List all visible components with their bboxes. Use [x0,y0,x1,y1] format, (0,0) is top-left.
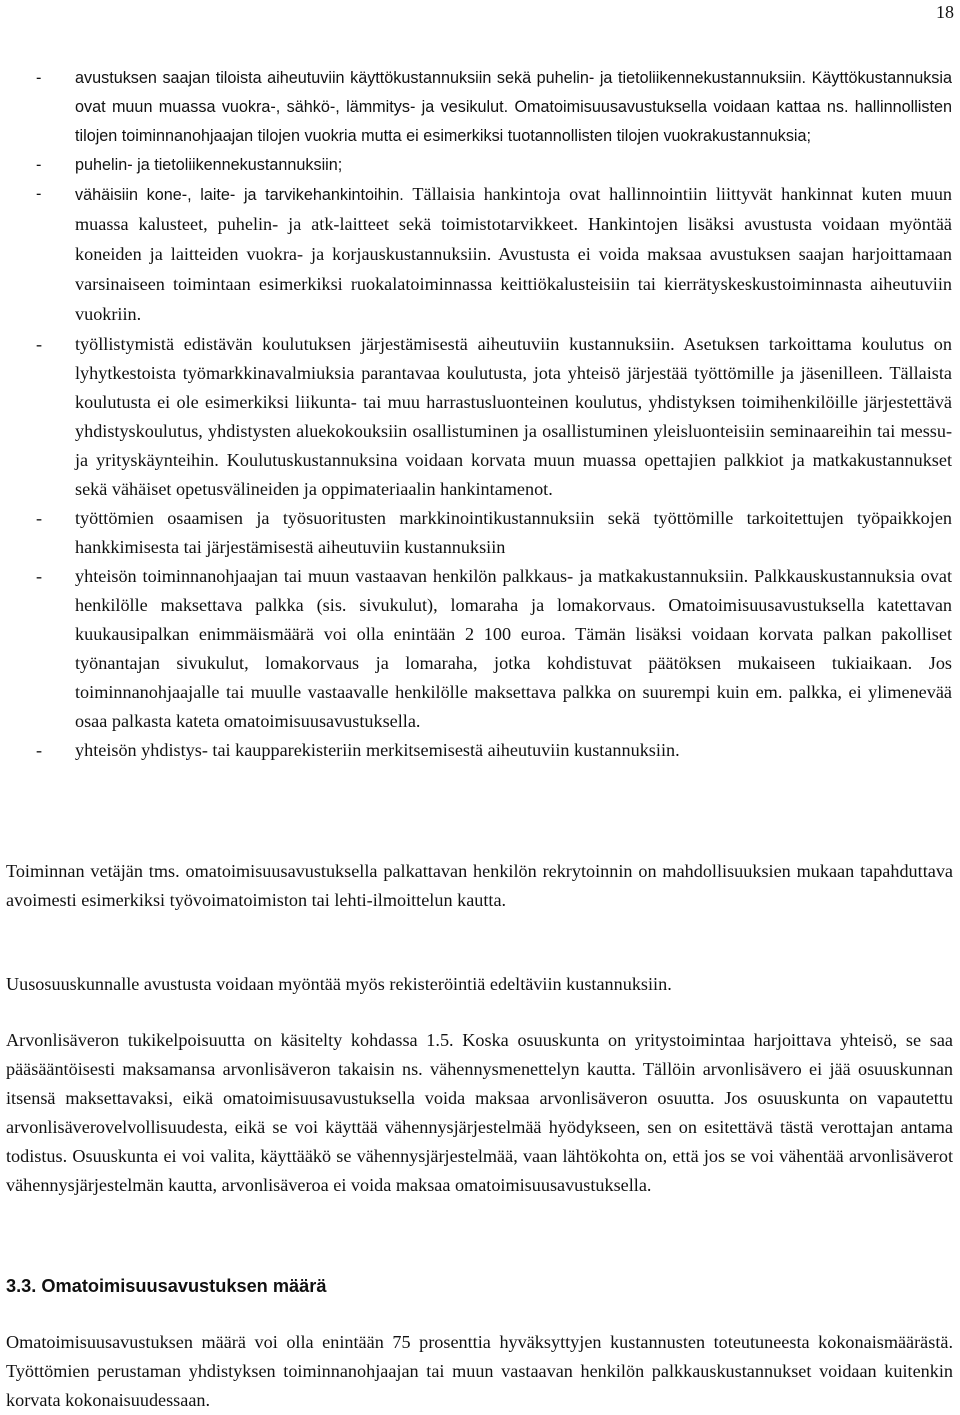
list-item [0,504,952,562]
list-dash: - [36,740,43,760]
list-item [0,180,952,330]
list-item-text: yhteisön yhdistys- tai kaupparekisteriin merkitsemisestä aiheutuviin kustannuksiin. [75,740,680,760]
list-item-text: työttömien osaamisen ja työsuoritusten markkinointikustannuksiin sekä työttömille tarkoitettujen työpaikkojen hankkimisesta tai järjestämisestä aiheutuviin kustannuksiin [75,508,952,557]
list-item [0,736,952,765]
paragraph-new-cooperative: Uusosuuskunnalle avustusta voidaan myöntää myös rekisteröintiä edeltäviin kustannuksiin. [6,974,672,994]
list-item [0,562,952,736]
list-dash: - [36,69,42,87]
paragraph-recruitment: Toiminnan vetäjän tms. omatoimisuusavustuksella palkattavan henkilön rekrytoinnin on mahdollisuuksien mukaan tapahduttava avoimesti esimerkiksi työvoimatoimiston tai lehti-ilmoittelun kautta. [6,861,953,910]
list-item-text: puhelin- ja tietoliikennekustannuksiin; [75,156,343,174]
page-number: 18 [936,2,954,22]
list-item [0,151,952,180]
list-item [0,64,952,151]
list-item-text-serif: Tällaisia hankintoja ovat hallinnointiin liittyvät hankinnat kuten muun muassa kalusteet, puhelin- ja atk-laitteet sekä toimistotarvikkeet. Hankintojen lisäksi avustusta voidaan myöntää koneiden ja laitteiden vuokra- ja korjauskustannuksiin. Avustusta ei voida maksaa avustuksen saajan harjoittamaan varsinaiseen toimintaan esimerkiksi ruokalatoiminnassa keittiökalusteisiin tai kierrätyskeskustoiminnasta aiheutuviin vuokriin. [75,184,953,324]
list-dash: - [36,334,43,354]
bullet-list [0,64,952,765]
paragraph-vat: Arvonlisäveron tukikelpoisuutta on käsitelty kohdassa 1.5. Koska osuuskunta on yritystoimintaa harjoittava yhteisö, se saa pääsääntöisesti maksamansa arvonlisäveron takaisin ns. vähennysmenettelyn kautta. Tällöin arvonlisävero ei jää osuuskunnan itsensä maksettavaksi, eikä omatoimisuusavustuksella voida maksaa arvonlisäveron osuutta. Jos osuuskunta on vapautettu arvonlisäverovelvollisuudesta, eikä se voi käyttää vähennysjärjestelmää hyödykseen, sen on esitettävä tästä verottajan antama todistus. Osuuskunta ei voi valita, käyttääkö se vähennysjärjestelmää, vaan lähtökohta on, että jos se voi vähentää arvonlisäverot vähennysjärjestelmän kautta, arvonlisäveroa ei voida maksaa omatoimisuusavustuksella. [6,1030,953,1195]
list-item-text: avustuksen saajan tiloista aiheutuviin käyttökustannuksiin sekä puhelin- ja tietoliikennekustannuksiin. Käyttökustannuksia ovat muun muassa vuokra-, sähkö-, lämmitys- ja vesikulut. Omatoimisuusavustuksella voidaan kattaa ns. hallinnollisten tilojen toiminnanohjaajan tilojen vuokria mutta ei esimerkiksi tuotannollisten tilojen vuokrakustannuksia; [75,69,952,145]
list-dash: - [36,508,43,528]
list-dash: - [36,566,43,586]
list-dash: - [36,156,42,174]
section-heading: 3.3. Omatoimisuusavustuksen määrä [6,1276,327,1296]
list-item-text-sans: vähäisiin kone-, laite- ja tarvikehankintoihin. [75,186,404,204]
list-item [0,330,952,504]
list-item-text: työllistymistä edistävän koulutuksen järjestämisestä aiheutuviin kustannuksiin. Asetuksen tarkoittama koulutus on lyhytkestoista työmarkkinavalmiuksia parantavaa koulutusta, jota yhteisö järjestää työttömille ja jäsenilleen. Tällaista koulutusta ei ole esimerkiksi liikunta- tai muu harrastusluonteinen koulutus, yhdistyksen toimihenkilöille järjestettävä yhdistyskoulutus, yhdistysten aluekokouksiin osallistuminen ja osallistuminen yleisluonteisiin seminaareihin tai messu- ja yrityskäynteihin. Koulutuskustannuksina voidaan korvata muun muassa opettajien palkkiot ja matkakustannukset sekä vähäiset opetusvälineiden ja oppimateriaalin hankintamenot. [75,334,952,499]
paragraph-amount: Omatoimisuusavustuksen määrä voi olla enintään 75 prosenttia hyväksyttyjen kustannusten toteutuneesta kokonaismäärästä. Työttömien perustaman yhdistyksen toiminnanohjaajan tai muun vastaavan henkilön palkkauskustannukset voidaan kuitenkin korvata kokonaisuudessaan. [6,1332,953,1410]
list-item-text: yhteisön toiminnanohjaajan tai muun vastaavan henkilön palkkaus- ja matkakustannuksiin. Palkkauskustannuksia ovat henkilölle maksettava palkka (sis. sivukulut), lomaraha ja lomakorvaus. Omatoimisuusavustuksella katettavan kuukausipalkan enimmäismäärä voi olla enintään 2 100 euroa. Tämän lisäksi voidaan korvata palkan pakolliset työnantajan sivukulut, lomakorvaus ja lomaraha, jotka kohdistuvat päätöksen mukaiseen tukiaikaan. Jos toiminnanohjaajalle tai muulle vastaavalle henkilölle maksettava palkka on suurempi kuin em. palkka, ei ylimenevää osaa palkasta kateta omatoimisuusavustuksella. [75,566,952,731]
list-dash: - [36,185,42,203]
list-item-text [75,180,952,330]
